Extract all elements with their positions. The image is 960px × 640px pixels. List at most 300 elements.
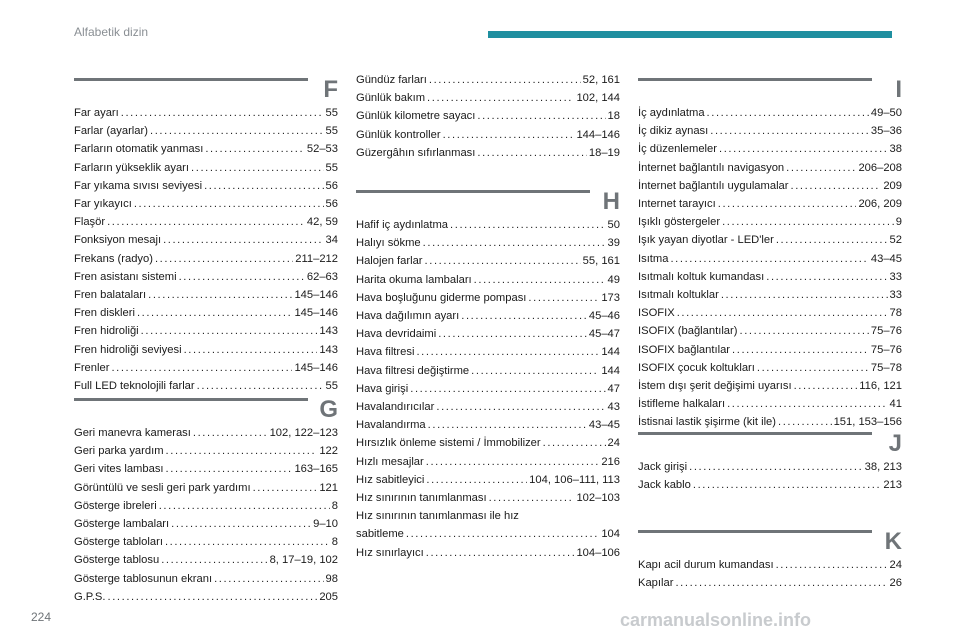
dot-leader <box>427 89 574 107</box>
dot-leader <box>426 471 527 489</box>
entry-page-ref: 33 <box>889 289 902 302</box>
section-letter: G <box>319 396 338 423</box>
index-entry <box>356 507 620 525</box>
dot-leader <box>406 525 599 543</box>
index-entry <box>356 107 620 125</box>
entry-term: Flaşör <box>74 216 106 229</box>
entry-page-ref: 213 <box>883 479 902 492</box>
index-entry <box>638 104 902 122</box>
entry-page-ref: 52–53 <box>306 143 338 156</box>
entry-term: Hava girişi <box>356 382 409 395</box>
dot-leader <box>670 250 868 268</box>
entry-page-ref: 143 <box>319 343 338 356</box>
dot-leader <box>443 126 575 144</box>
index-entry <box>638 268 902 286</box>
entry-term: sabitleme <box>356 528 404 541</box>
dot-leader <box>766 268 887 286</box>
dot-leader <box>165 533 330 551</box>
dot-leader <box>719 140 888 158</box>
entry-page-ref: 216 <box>601 455 620 468</box>
dot-leader <box>675 574 887 592</box>
index-entry <box>638 195 902 213</box>
entry-term: Havalandırma <box>356 419 426 432</box>
dot-leader <box>426 544 575 562</box>
dot-leader <box>179 268 305 286</box>
index-entry <box>638 231 902 249</box>
dot-leader <box>739 322 868 340</box>
entry-term: Far yıkama sıvısı seviyesi <box>74 179 203 192</box>
index-entry <box>356 252 620 270</box>
dot-leader <box>794 377 858 395</box>
index-entry <box>638 322 902 340</box>
entry-term: Hava boşluğunu giderme pompası <box>356 291 527 304</box>
entry-term: Geri vites lambası <box>74 463 164 476</box>
entry-page-ref: 144 <box>601 364 620 377</box>
section-rule <box>638 432 872 435</box>
dot-leader <box>184 341 318 359</box>
index-entry <box>74 304 338 322</box>
entry-term: İç dikiz aynası <box>638 125 709 138</box>
section-letter: J <box>888 430 902 457</box>
entry-term: Gösterge tablosunun ekranı <box>74 572 213 585</box>
index-entry <box>356 144 620 162</box>
dot-leader <box>436 398 605 416</box>
entry-page-ref: 43 <box>607 401 620 414</box>
index-entry <box>638 574 902 592</box>
entry-term: Geri parka yardım <box>74 445 164 458</box>
index-entry <box>356 289 620 307</box>
dot-leader <box>155 250 293 268</box>
section-header <box>74 78 338 104</box>
entry-term: Havalandırıcılar <box>356 401 435 414</box>
dot-leader <box>727 395 887 413</box>
entry-page-ref: 102–103 <box>576 492 620 505</box>
section-letter: F <box>323 76 338 103</box>
entry-term: Jack girişi <box>638 461 688 473</box>
dot-leader <box>428 416 587 434</box>
dot-leader <box>425 252 581 270</box>
entry-term: Fren hidroliği <box>74 325 139 338</box>
section-g <box>74 398 338 606</box>
entry-term: Halıyı sökme <box>356 237 421 250</box>
dot-leader <box>121 104 324 122</box>
index-entry <box>74 250 338 268</box>
index-entry <box>74 268 338 286</box>
entry-page-ref: 55 <box>325 107 338 119</box>
entry-term: Işıklı göstergeler <box>638 216 721 229</box>
section-letter: K <box>884 528 902 555</box>
dot-leader <box>429 71 581 89</box>
entry-term: Full LED teknolojili farlar <box>74 380 195 393</box>
dot-leader <box>166 442 318 460</box>
entry-term: İstem dışı şerit değişimi uyarısı <box>638 380 792 393</box>
entry-page-ref: 8, 17–19, 102 <box>269 554 338 567</box>
entry-page-ref: 55 <box>325 125 338 138</box>
index-entry <box>638 476 902 494</box>
entry-page-ref: 47 <box>607 382 620 395</box>
dot-leader <box>108 588 318 606</box>
entry-term: Hız sabitleyici <box>356 473 425 486</box>
entry-page-ref: 78 <box>889 307 902 320</box>
entry-term: Hırsızlık önleme sistemi / İmmobilizer <box>356 437 541 450</box>
index-entry <box>356 380 620 398</box>
dot-leader <box>732 341 869 359</box>
entry-term: ISOFIX <box>638 307 675 320</box>
index-entry <box>356 89 620 107</box>
index-entry <box>74 424 338 442</box>
index-entry <box>638 413 902 431</box>
entry-term: Gösterge ibreleri <box>74 499 157 512</box>
entry-page-ref: 62–63 <box>306 270 338 283</box>
dot-leader <box>171 515 311 533</box>
dot-leader <box>471 362 599 380</box>
section-header <box>638 78 902 104</box>
entry-term: Jack kablo <box>638 479 691 492</box>
index-entry <box>638 341 902 359</box>
entry-page-ref: 55, 161 <box>582 255 620 268</box>
dot-leader <box>426 453 600 471</box>
entry-page-ref: 144–146 <box>576 128 620 141</box>
index-entry <box>356 126 620 144</box>
index-entries <box>74 104 338 395</box>
entry-page-ref: 145–146 <box>294 289 338 302</box>
entry-page-ref: 173 <box>601 291 620 304</box>
entry-term: Fonksiyon mesajı <box>74 234 162 247</box>
section-h <box>356 190 620 562</box>
index-entry <box>74 533 338 551</box>
section-rule <box>356 190 590 193</box>
entry-term: Günlük bakım <box>356 92 426 105</box>
entry-page-ref: 75–76 <box>870 325 902 338</box>
dot-leader <box>757 359 869 377</box>
dot-leader <box>677 304 888 322</box>
section-header <box>356 190 620 216</box>
dot-leader <box>134 195 324 213</box>
entry-term: Işık yayan diyotlar - LED'ler <box>638 234 774 247</box>
dot-leader <box>253 479 318 497</box>
dot-leader <box>137 304 293 322</box>
section-header <box>638 530 902 556</box>
entry-term: İstisnai lastik şişirme (kit ile) <box>638 416 776 429</box>
index-entry <box>356 362 620 380</box>
dot-leader <box>423 234 606 252</box>
section-g-continued <box>356 71 620 162</box>
index-entry <box>74 442 338 460</box>
entry-page-ref: 42, 59 <box>306 216 338 229</box>
entry-page-ref: 8 <box>331 536 338 549</box>
dot-leader <box>107 213 305 231</box>
entry-page-ref: 49 <box>607 273 620 286</box>
entry-term: Güzergâhın sıfırlanması <box>356 146 476 159</box>
index-entry <box>74 140 338 158</box>
entry-term: Fren diskleri <box>74 307 135 320</box>
dot-leader <box>489 489 575 507</box>
entry-page-ref: 41 <box>889 398 902 411</box>
section-letter: I <box>895 76 902 103</box>
dot-leader <box>111 359 292 377</box>
entry-term: İnternet bağlantılı navigasyon <box>638 161 785 174</box>
entry-page-ref: 50 <box>607 219 620 231</box>
entry-page-ref: 52, 161 <box>582 74 620 86</box>
entry-page-ref: 206–208 <box>858 161 902 174</box>
dot-leader <box>528 289 599 307</box>
section-header <box>638 432 902 458</box>
dot-leader <box>693 476 881 494</box>
index-entry <box>638 177 902 195</box>
entry-term: Gösterge tablosu <box>74 554 160 567</box>
entry-page-ref: 8 <box>331 499 338 512</box>
entry-page-ref: 52 <box>889 234 902 247</box>
entry-page-ref: 9–10 <box>313 518 338 531</box>
entry-term: Günlük kontroller <box>356 128 441 141</box>
dot-leader <box>450 216 606 234</box>
dot-leader <box>214 570 323 588</box>
index-entry <box>74 322 338 340</box>
index-entry <box>638 458 902 476</box>
dot-leader <box>791 177 882 195</box>
dot-leader <box>776 231 888 249</box>
index-entry <box>74 570 338 588</box>
index-entry <box>356 398 620 416</box>
index-entry <box>356 434 620 452</box>
entry-page-ref: 206, 209 <box>858 198 902 211</box>
entry-term: Fren hidroliği seviyesi <box>74 343 182 356</box>
entry-page-ref: 163–165 <box>294 463 338 476</box>
footer-watermark: carmanualsonline.info <box>620 610 812 630</box>
index-entry <box>638 304 902 322</box>
dot-leader <box>707 104 869 122</box>
entry-page-ref: 116, 121 <box>859 380 902 393</box>
entry-page-ref: 104 <box>601 528 620 541</box>
entry-page-ref: 143 <box>319 325 338 338</box>
index-entry <box>638 250 902 268</box>
section-header <box>74 398 338 424</box>
index-entry <box>74 551 338 569</box>
entry-term: Hız sınırının tanımlanması <box>356 492 487 505</box>
dot-leader <box>438 325 587 343</box>
entry-page-ref: 49–50 <box>870 107 902 119</box>
entry-page-ref: 45–46 <box>588 310 620 323</box>
dot-leader <box>161 551 267 569</box>
entry-term: Farlar (ayarlar) <box>74 125 148 138</box>
entry-page-ref: 55 <box>325 380 338 393</box>
entry-term: G.P.S. <box>74 590 106 603</box>
dot-leader <box>776 556 888 574</box>
entry-term: İç düzenlemeler <box>638 143 717 156</box>
index-entry <box>356 471 620 489</box>
dot-leader <box>204 177 323 195</box>
index-entry <box>638 159 902 177</box>
entry-term: Hızlı mesajlar <box>356 455 424 468</box>
index-entry <box>74 159 338 177</box>
entry-term: Far ayarı <box>74 107 119 119</box>
section-j <box>638 432 902 494</box>
index-entry <box>74 460 338 478</box>
dot-leader <box>718 195 857 213</box>
entry-page-ref: 98 <box>325 572 338 585</box>
index-entry <box>356 416 620 434</box>
index-entries <box>356 216 620 562</box>
index-entry <box>74 377 338 395</box>
dot-leader <box>191 159 324 177</box>
entry-page-ref: 102, 122–123 <box>269 427 338 439</box>
entry-page-ref: 151, 153–156 <box>833 416 902 429</box>
entry-page-ref: 205 <box>319 590 338 603</box>
entry-page-ref: 33 <box>889 270 902 283</box>
index-entry <box>638 395 902 413</box>
index-entry <box>356 71 620 89</box>
index-entry <box>638 213 902 231</box>
index-entries <box>638 556 902 592</box>
index-entry <box>638 556 902 574</box>
entry-term: Isıtmalı koltuklar <box>638 289 719 302</box>
index-entry <box>356 453 620 471</box>
dot-leader <box>163 231 323 249</box>
index-entry <box>638 359 902 377</box>
entry-term: Kapılar <box>638 577 674 590</box>
entry-page-ref: 102, 144 <box>576 92 620 105</box>
entry-term: Harita okuma lambaları <box>356 273 472 286</box>
dot-leader <box>689 458 863 476</box>
dot-leader <box>159 497 330 515</box>
index-entry <box>74 104 338 122</box>
index-entry <box>638 122 902 140</box>
dot-leader <box>474 271 606 289</box>
entry-page-ref: 43–45 <box>588 419 620 432</box>
dot-leader <box>461 307 587 325</box>
entry-term: Frenler <box>74 361 110 374</box>
section-letter: H <box>602 188 620 215</box>
index-entry <box>74 286 338 304</box>
entry-term: Hava devridaimi <box>356 328 437 341</box>
entry-term: Hız sınırlayıcı <box>356 546 424 559</box>
entry-term: Hava dağılımın ayarı <box>356 310 460 323</box>
index-entry <box>356 489 620 507</box>
entry-term: Günlük kilometre sayacı <box>356 110 476 123</box>
entry-term: Isıtma <box>638 252 669 265</box>
dot-leader <box>148 286 292 304</box>
index-entry <box>356 216 620 234</box>
index-entry <box>74 515 338 533</box>
entry-term: Hız sınırının tanımlanması ile hız <box>356 510 519 523</box>
entry-term: İstifleme halkaları <box>638 398 726 411</box>
entry-term: Gündüz farları <box>356 74 427 86</box>
index-entry <box>74 479 338 497</box>
entry-term: Görüntülü ve sesli geri park yardımı <box>74 481 251 494</box>
dot-leader <box>410 380 605 398</box>
section-rule <box>638 530 872 533</box>
dot-leader <box>166 460 293 478</box>
entry-page-ref: 209 <box>883 179 902 192</box>
dot-leader <box>721 286 888 304</box>
dot-leader <box>786 159 856 177</box>
entry-page-ref: 38, 213 <box>864 461 902 473</box>
entry-page-ref: 45–47 <box>588 328 620 341</box>
entry-page-ref: 18–19 <box>588 146 620 159</box>
entry-page-ref: 75–76 <box>870 343 902 356</box>
entry-page-ref: 122 <box>319 445 338 458</box>
index-entry <box>74 177 338 195</box>
entry-term: Halojen farlar <box>356 255 423 268</box>
dot-leader <box>722 213 894 231</box>
header-title: Alfabetik dizin <box>74 25 149 39</box>
index-entry <box>74 588 338 606</box>
entry-page-ref: 121 <box>319 481 338 494</box>
index-entry <box>74 195 338 213</box>
index-entry <box>356 343 620 361</box>
entry-term: Hafif iç aydınlatma <box>356 219 449 231</box>
entry-term: Isıtmalı koltuk kumandası <box>638 270 765 283</box>
entry-page-ref: 35–36 <box>870 125 902 138</box>
entry-term: İç aydınlatma <box>638 107 705 119</box>
entry-page-ref: 56 <box>325 179 338 192</box>
entry-term: Fren asistanı sistemi <box>74 270 177 283</box>
entry-term: ISOFIX bağlantılar <box>638 343 731 356</box>
index-entry <box>356 307 620 325</box>
entry-page-ref: 26 <box>889 577 902 590</box>
section-rule <box>74 398 308 401</box>
index-entry <box>638 377 902 395</box>
index-entries <box>74 424 338 606</box>
entry-page-ref: 34 <box>325 234 338 247</box>
entry-page-ref: 56 <box>325 198 338 211</box>
index-entry <box>74 359 338 377</box>
entry-page-ref: 24 <box>889 559 902 571</box>
index-entry <box>74 497 338 515</box>
entry-page-ref: 39 <box>607 237 620 250</box>
dot-leader <box>477 107 605 125</box>
index-entry <box>356 525 620 543</box>
entry-page-ref: 104–106 <box>576 546 620 559</box>
index-entry <box>74 122 338 140</box>
entry-page-ref: 9 <box>895 216 902 229</box>
section-i <box>638 78 902 432</box>
entry-page-ref: 24 <box>607 437 620 450</box>
entry-term: Frekans (radyo) <box>74 252 153 265</box>
dot-leader <box>205 140 305 158</box>
section-k <box>638 530 902 592</box>
entry-page-ref: 104, 106–111, 113 <box>529 473 620 486</box>
index-entry <box>74 231 338 249</box>
index-entry <box>356 325 620 343</box>
entry-term: Geri manevra kamerası <box>74 427 191 439</box>
entry-term: Gösterge tabloları <box>74 536 163 549</box>
dot-leader <box>193 424 268 442</box>
entry-term: ISOFIX çocuk koltukları <box>638 361 755 374</box>
entry-term: Fren balataları <box>74 289 147 302</box>
index-entry <box>74 213 338 231</box>
section-f <box>74 78 338 395</box>
entry-term: ISOFIX (bağlantılar) <box>638 325 738 338</box>
index-entry <box>638 286 902 304</box>
index-entries <box>356 71 620 162</box>
index-entry <box>356 544 620 562</box>
dot-leader <box>710 122 869 140</box>
dot-leader <box>416 343 599 361</box>
entry-term: Hava filtresi <box>356 346 415 359</box>
entry-term: İnternet bağlantılı uygulamalar <box>638 179 789 192</box>
index-entry <box>356 234 620 252</box>
section-rule <box>74 78 308 81</box>
entry-page-ref: 145–146 <box>294 361 338 374</box>
dot-leader <box>141 322 318 340</box>
entry-page-ref: 144 <box>601 346 620 359</box>
entry-page-ref: 18 <box>607 110 620 123</box>
index-entries <box>638 458 902 494</box>
dot-leader <box>150 122 324 140</box>
header-accent-bar <box>488 31 892 38</box>
entry-term: Far yıkayıcı <box>74 198 132 211</box>
